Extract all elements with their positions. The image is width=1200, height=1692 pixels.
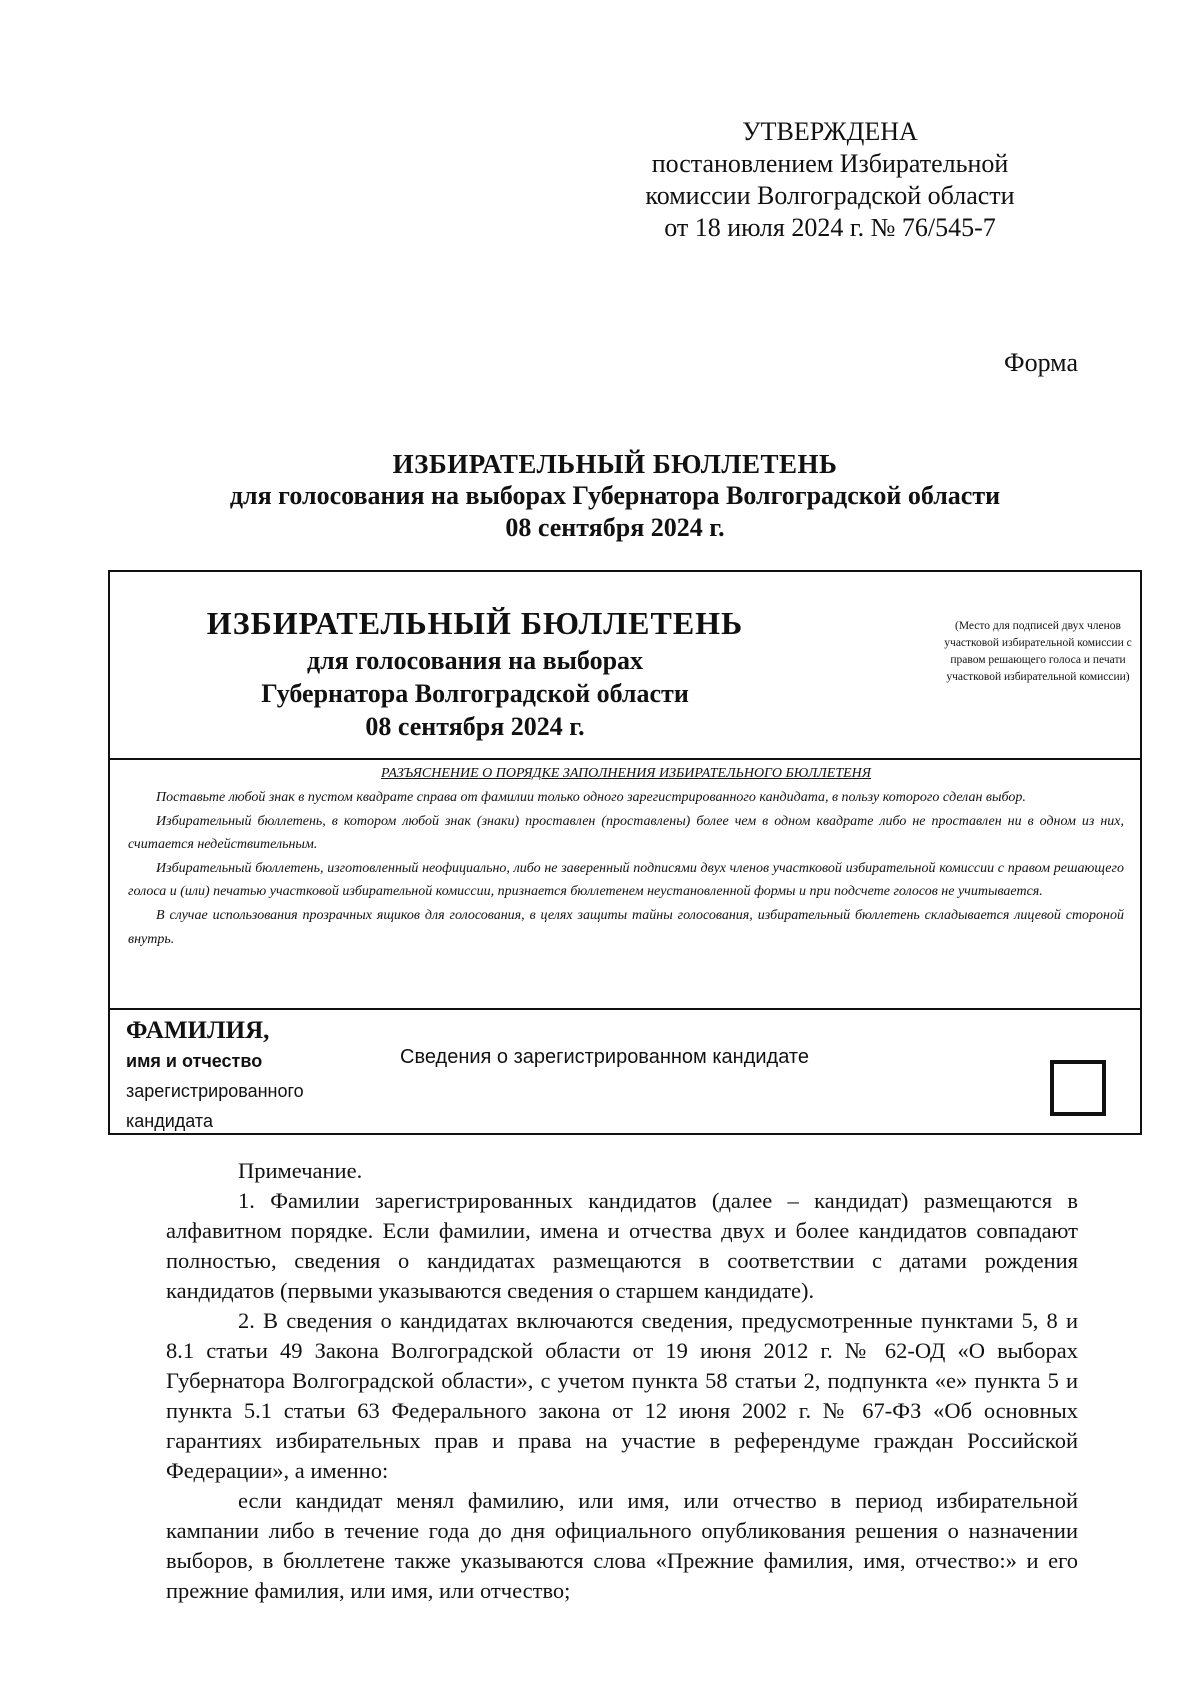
approval-line: УТВЕРЖДЕНА — [742, 117, 918, 146]
explanation-paragraph: Поставьте любой знак в пустом квадрате справа от фамилии только одного зарегистрированного кандидата, в пользу которого сделан выбор. — [156, 790, 1026, 805]
approval-line: комиссии Волгоградской области — [645, 181, 1015, 210]
ballot-subtitle: для голосования на выборах — [306, 646, 644, 675]
approval-line: постановлением Избирательной — [651, 149, 1009, 178]
ballot-header — [110, 572, 1140, 760]
document-title-line2: для голосования на выборах Губернатора Волгоградской области — [229, 481, 1001, 510]
notes-title: Примечание. — [238, 1158, 363, 1183]
vote-checkbox[interactable] — [1050, 1060, 1106, 1116]
form-label: Форма — [1004, 348, 1078, 377]
document-title-line1: ИЗБИРАТЕЛЬНЫЙ БЮЛЛЕТЕНЬ — [392, 449, 838, 479]
ballot-title-block — [170, 602, 780, 743]
ballot-subtitle: Губернатора Волгоградской области — [261, 679, 689, 708]
candidate-row — [110, 1010, 1140, 1133]
approval-stamp — [600, 116, 1060, 244]
note-paragraph: 2. В сведения о кандидатах включаются сведения, предусмотренные пунктами 5, 8 и 8.1 статьи 49 Закона Волгоградской области от 19 июня 2012 г. № 62-ОД «О выборах Губернатора Волгоградской области», с учетом пункта 58 статьи 2, подпункта «е» пункта 5 и пункта 5.1 статьи 63 Федерального закона от 12 июня 2002 г. № 67-ФЗ «Об основных гарантиях избирательных прав и права на участие в референдуме граждан Российской Федерации», а именно: — [166, 1308, 1078, 1483]
approval-line: от 18 июля 2024 г. № 76/545-7 — [664, 213, 996, 242]
note-paragraph: 1. Фамилии зарегистрированных кандидатов (далее – кандидат) размещаются в алфавитном порядке. Если фамилии, имена и отчества двух и более кандидатов совпадают полностью, сведения о кандидатах размещаются в соответствии с датами рождения кандидатов (первыми указываются сведения о старшем кандидате). — [166, 1188, 1078, 1303]
registered-label: зарегистрированного — [126, 1081, 304, 1101]
signature-note: (Место для подписей двух членов участковой избирательной комиссии с правом решающего голоса и печати участковой избирательной комиссии) — [944, 620, 1132, 683]
candidate-label: кандидата — [126, 1111, 213, 1131]
ballot-title: ИЗБИРАТЕЛЬНЫЙ БЮЛЛЕТЕНЬ — [206, 605, 744, 641]
ballot-sample — [108, 570, 1142, 1135]
candidate-info: Сведения о зарегистрированном кандидате — [400, 1046, 809, 1068]
explanation-heading: РАЗЪЯСНЕНИЕ О ПОРЯДКЕ ЗАПОЛНЕНИЯ ИЗБИРАТЕЛЬНОГО БЮЛЛЕТЕНЯ — [381, 766, 871, 781]
name-label: имя и отчество — [126, 1051, 263, 1071]
ballot-date: 08 сентября 2024 г. — [365, 712, 585, 741]
notes-section — [166, 1156, 1078, 1606]
explanation-paragraph: В случае использования прозрачных ящиков для голосования, в целях защиты тайны голосования, избирательный бюллетень складывается лицевой стороной внутрь. — [128, 907, 1124, 947]
ballot-explanation — [110, 760, 1140, 1010]
document-title-line3: 08 сентября 2024 г. — [505, 513, 725, 542]
document-title — [100, 448, 1130, 544]
explanation-paragraph: Избирательный бюллетень, в котором любой знак (знаки) проставлен (проставлены) более чем в одном квадрате либо не проставлен ни в одном из них, считается недействительным. — [128, 813, 1124, 853]
explanation-paragraph: Избирательный бюллетень, изготовленный неофициально, либо не заверенный подписями двух членов участковой избирательной комиссии с правом решающего голоса и (или) печатью участковой избирательной комиссии, признается бюллетенем неустановленной формы и при подсчете голосов не учитывается. — [128, 860, 1124, 900]
note-paragraph: если кандидат менял фамилию, или имя, или отчество в период избирательной кампании либо в течение года до дня официального опубликования решения о назначении выборов, в бюллетене также указываются слова «Прежние фамилия, имя, отчество:» и его прежние фамилия, или имя, или отчество; — [166, 1488, 1078, 1603]
surname-label: ФАМИЛИЯ, — [126, 1017, 270, 1044]
candidate-name-labels — [126, 1016, 366, 1136]
